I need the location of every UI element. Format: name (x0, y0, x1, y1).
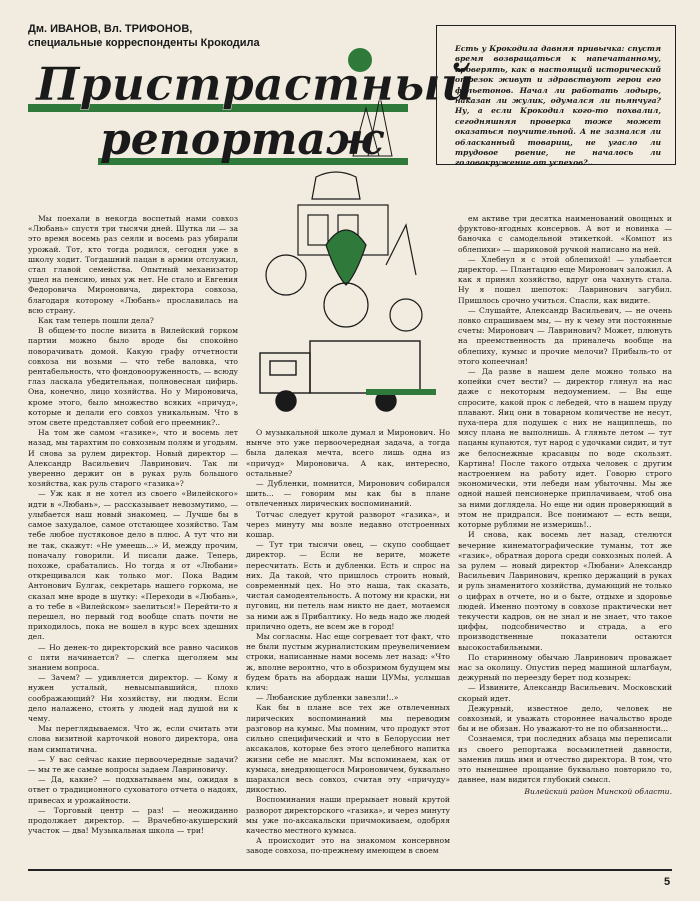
paragraph: И снова, как восемь лет назад, стелются вечерние кинематографические туманы, тот же «газик», обратная дорога среди совхозных полей. А за рулем — новый директор «Любани» Александр Васильевич Лавринович, крепко держащий в руках и руль знаменитого хозяйства, думающий не только о цифрах в отчете, но и о быте, отдыхе и здоровье людей. Именно поэтому в совхозе практически нет текучести кадров, он не знал и не знает, что такое циффы, подсобничество и страда, а его производственные показатели остаются высокостабильными. (458, 530, 672, 652)
article-column-2 (246, 428, 450, 856)
paragraph: О музыкальной школе думал и Миронович. Но нынче это уже первоочередная задача, а тогда была далекая мечта, всего лишь одна из «причуд» Мироновича. А как, интересно, остальные? (246, 428, 450, 478)
paragraph: — Уж как я не хотел из своего «Вилейского» идти в «Любань», — рассказывает невозмутимо, — улыбается наш новый знакомец. — Лучше бы в самое захудалое, самое отстающее хозяйство. Там тебе любое пустяковое дело в плюс. А тут что ни не так, скажут: «Не умеешь...» И, между прочим, поначалу говорили. И писали даже. Теперь, похоже, срабатались. Но тогда я от «Любани» открещивался как только мог. Пока Вадим Антонович Булгак, секретарь нашего горкома, не сказал мне вроде в шутку: «Переходи в «Любань», а то тебе в «Вилейском» заелиться!» Перейти-то я перешел, но первый год вообще спать почти не приходилось, пока не вошел в курс всех здешних дел. (28, 489, 238, 642)
paragraph: Дежурный, известное дело, человек не совхозный, и уважать стороннее начальство вроде бы и не обязан. Но уважают-то не по обязанности... (458, 703, 672, 734)
intro-box-text: Есть у Крокодила давняя привычка: спустя время возвращаться к напечатанному, проверять, как в настоящий исторический отрезок живут и здравствуют герои его фельетонов. Начал ли работать лодырь, наказан ли жулик, одумался ли пьянчуга? Ну, а если Крокодил кого-то похвалил, сегодняшняя проверка тоже может оказаться поучительной. А не зазнался ли обласканный товарищ, не угасло ли трудовое рвение, не началось ли головокружение от успехов?.. (455, 44, 661, 168)
cabbage-icon (266, 255, 306, 295)
paragraph: Сознаемся, три последних абзаца мы переписали из своего репортажа восьмилетней давности, заменив лишь имя и отчество директора. В том, что это нынешнее прощание буквально повторило то, давнее, нам видится глубокий смысл. (458, 734, 672, 785)
article-column-3 (458, 214, 672, 856)
title-line1: Пристрастный (36, 57, 475, 111)
intro-box (436, 25, 676, 168)
paragraph: — Хлебнул я с этой облепихой! — улыбается директор. — Плантацию еще Миронович заложил. А как я принял хозяйство, вдруг она чахнуть стала. Ну я пошел шепоток: Лавринович загубил. Пришлось срочно учиться. Спасли, как видите. (458, 254, 672, 305)
paragraph: — Да разве в нашем деле можно только на копейки счет вести? — директор глянул на нас даже с некоторым недоумением. — Вы еще спросите, какой прок с лебедей, что в нашем пруду плавают. Яиц они в товарном количестве не несут, пуха-пера для подушек с них не нащиплешь, по мясу плана не выполнишь. А гляньте летом — тут пацаны купаются, тут народ с удочками сидит, и тут же белоснежные красавцы по воде скользят. Картина! После такого отдыха человек с другим настроением на работу идет. Говорю строго экономически, эти лебеди нам убыточны. Мы же одной нашей пенсионерке приплачиваем, чтоб она за ними доглядела. Но еще ни один проверяющий в этом не придрался. Все понимают — есть вещи, которые рублями не измеришь!.. (458, 367, 672, 530)
melon-icon (324, 283, 368, 327)
paragraph: Мы переглядываемся. Что ж, если считать эти слова визитной карточкой нового директора, она нам симпатична. (28, 724, 238, 754)
onion-stalk-icon (386, 225, 416, 275)
paragraph: На том же самом «газике», что и восемь лет назад, мы тарахтим по совхозным полям и угодьям. И снова за рулем директор. Новый директор — Александр Васильевич Лавринович. Так ли уверенно держит он в руках руль большого хозяйства, как руль старого «газика»? (28, 428, 238, 489)
paragraph: — Извините, Александр Васильевич. Московский скорый идет. (458, 683, 672, 703)
paragraph: — Тут три тысячи овец, — скупо сообщает директор. — Если не верите, можете пересчитать. Есть и дубленки. Есть и спрос на них. Да такой, что пришлось строить новый, современный цех. Но это наша, так сказать, чистая самодеятельность. А потому ни краски, ни пуговиц, ни петель нам никто не дает, мотаемся за ними аж в Прибалтику. Но ведь надо же людей прилично одеть, не всем же в город! (246, 540, 450, 631)
paragraph: Тотчас следует крутой разворот «газика», и через минуту мы возле недавно отстроенных кошар. (246, 509, 450, 540)
paragraph: Мы поехали в некогда воспетый нами совхоз «Любань» спустя три тысячи дней. Шутка ли — за это время восемь раз сеяли и восемь раз убирали урожай. Тот, кто тогда родился, сегодня уже в школу ходит. Тогдашний пацан в армии отслужил, стал главой семейства. Опытный механизатор ушел на пенсию, иных уж нет. Не стало и Евгения Федоровича Мироновича, директора совхоза, благодаря которому «Любань» прославилась на всю страну. (28, 214, 238, 315)
teapot-icon (312, 172, 360, 199)
farm-produce-illustration (246, 165, 446, 425)
paragraph: Как бы в плане все тех же отвлеченных лирических воспоминаний мы переводим разговор на кумыс. Мы помним, что продукт этот сильно специфический и что в Белоруссии нет аксакалов, которые без этого целебного напитка жизни себе не мыслят. Мы вспоминаем, как от кумыса, внедряющегося Мироновичем, буквально шарахался весь совхоз, считая эту «причуду» дикостью. (246, 703, 450, 795)
beet-leaves-icon (326, 230, 366, 285)
paragraph: — Да, какие? — подхватываем мы, ожидая в ответ о традиционного суховатого отчета о надоях, привесах и урожайности. (28, 775, 238, 805)
byline-role: специальные корреспонденты Крокодила (28, 37, 260, 49)
paragraph: По старинному обычаю Лавринович проважает нас за околицу. Опустив перед машиной шлагбаум, дежурный по переезду берет под козырек: (458, 652, 672, 683)
paragraph: — Торговый центр — раз! — неожиданно продолжает директор. — Врачебно-акушерский участок — два! Музыкальная школа — три! (28, 805, 238, 836)
paragraph: Мы согласны. Нас еще согревает тот факт, что не были пустым журналистским преувеличением строки, написанные нами восемь лет назад: «Что ж, вполне вероятно, что в обозримом будущем мы будем брать на абордаж наши ЦУМы, услышав клич: (246, 632, 450, 693)
paragraph: А происходит это на знакомом консервном заводе совхоза, по-прежнему имеющем в своем (246, 836, 450, 856)
paragraph: В общем-то после визита в Вилейский горком партии можно было вроде бы спокойно поворачивать домой. Какую графу отчетности совхоза ни возьми — что тебе валовка, что рентабельность, что фондовооруженность, — всюду глаз ласкала убедительная, полновесная цифирь. Она, конечно, лицо хозяйства. Но у Мироновича, кроме этого, было множество всяких «причуд», которые и делали его совхоз уникальным. Что в этом свете представляет собой его преемник?.. (28, 326, 238, 428)
article-column-1 (28, 214, 238, 856)
paragraph: — Слушайте, Александр Васильевич, — не очень ловко спрашиваем мы, — ну к чему эти постоянные счеты: Миронович — Лавринович? Может, плюнуть на преемственность да приналечь вообще на облепиху, кумыс и прочие мелочи? Прибыль-то от этого копеечная! (458, 305, 672, 366)
title-line2: репортаж (100, 114, 384, 165)
page-number: 5 (664, 876, 671, 888)
paragraph: — Дубленки, помнится, Миронович собирался шить... — говорим мы как бы в плане отвлеченных лирических воспоминаний. (246, 479, 450, 509)
paragraph: — Зачем? — удивляется директор. — Кому я нужен усталый, невысыпавшийся, плохо соображающий? Ни хозяйству, ни людям. Если дело налажено, стоять у людей над душой ни к чему. (28, 673, 238, 723)
paragraph: Как там теперь пошли дела? (38, 316, 154, 326)
paragraph: — Любанские дубленки завезли!..» (256, 693, 399, 703)
truck-icon (260, 341, 420, 411)
paragraph: — Но денек-то директорский все равно часиков с пяти начинается? — слегка щеголяем мы знанием вопроса. (28, 642, 238, 672)
paragraph: Воспоминания наши прерывает новый крутой разворот директорского «газика», и через минуту мы уже по-аксакальски причмокиваем, одобряя качество местного кумыса. (246, 795, 450, 835)
byline-authors: Дм. ИВАНОВ, Вл. ТРИФОНОВ, (28, 23, 193, 35)
paragraph: — У вас сейчас какие первоочередные задачи? — мы те же самые вопросы задаем Лавриновичу. (28, 754, 238, 774)
paragraph: ем активе три десятка наименований овощных и фруктово-ягодных консервов. А вот и новинка — баночка с самодельной этикеткой. «Компот из облепихи» — шариковой ручкой написано на ней. (458, 214, 672, 254)
title-artwork (28, 38, 475, 178)
article-signature: Вилейский район Минской области. (524, 787, 672, 797)
footer-rule (28, 869, 672, 871)
